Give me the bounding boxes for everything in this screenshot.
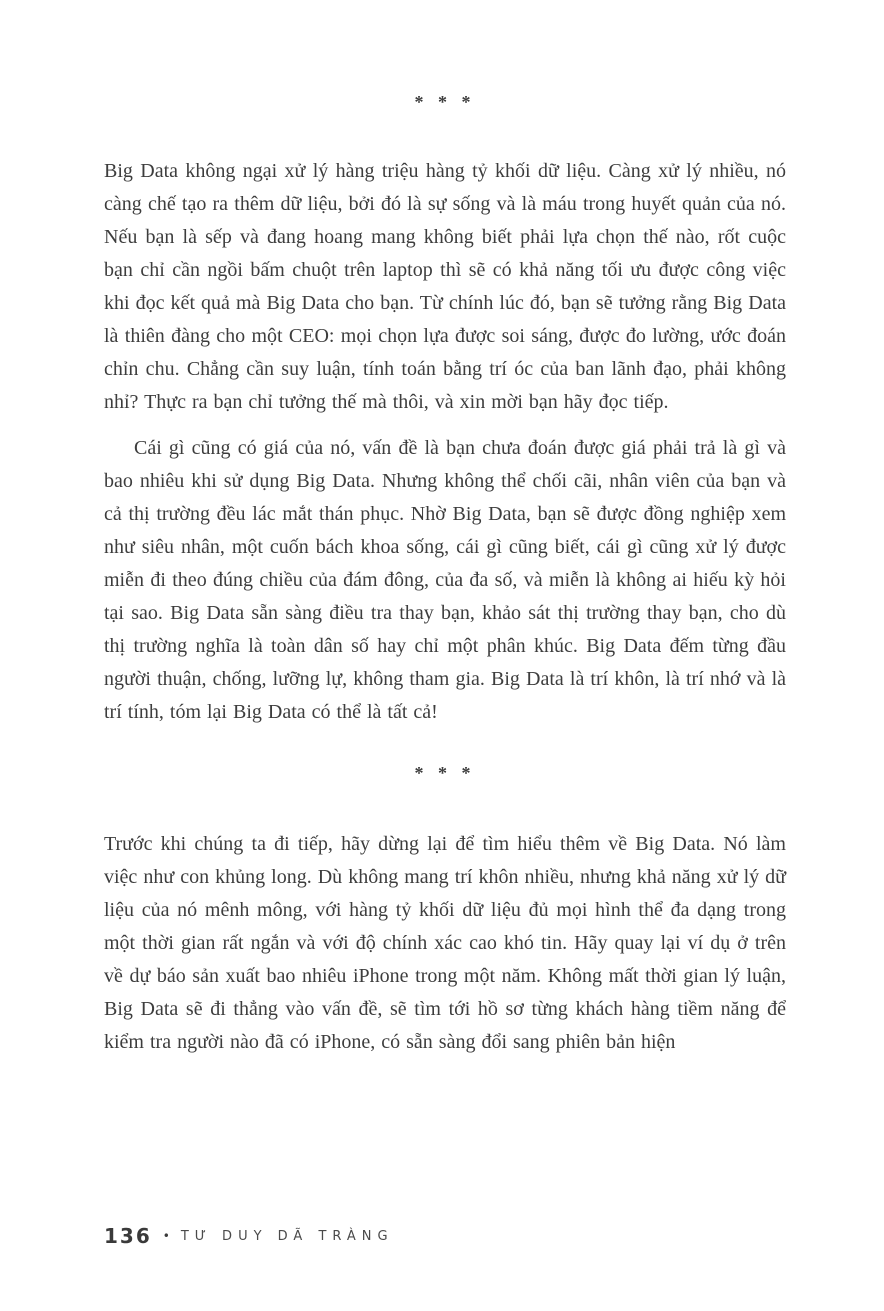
paragraph-2: Cái gì cũng có giá của nó, vấn đề là bạn chưa đoán được giá phải trả là gì và bao nhiêu khi sử dụng Big Data. Nhưng không thể chối cãi, nhân viên của bạn và cả thị trường đều lác mắt thán phục. Nhờ Big Data, bạn sẽ được đồng nghiệp xem như siêu nhân, một cuốn bách khoa sống, cái gì cũng biết, cái gì cũng xử lý được miễn đi theo đúng chiều của đám đông, của đa số, và miễn là không ai hiếu kỳ hỏi tại sao. Big Data sẵn sàng điều tra thay bạn, khảo sát thị trường thay bạn, cho dù thị trường nghĩa là toàn dân số hay chỉ một phân khúc. Big Data đếm từng đầu người thuận, chống, lưỡng lự, không tham gia. Big Data là trí khôn, là trí nhớ và là trí tính, tóm lại Big Data có thể là tất cả! — [104, 437, 786, 723]
paragraph-3: Trước khi chúng ta đi tiếp, hãy dừng lại để tìm hiểu thêm về Big Data. Nó làm việc như con khủng long. Dù không mang trí khôn nhiều, nhưng khả năng xử lý dữ liệu của nó mênh mông, với hàng tỷ khối dữ liệu đủ mọi hình thể đa dạng trong một thời gian rất ngắn và với độ chính xác cao khó tin. Hãy quay lại ví dụ ở trên về dự báo sản xuất bao nhiêu iPhone trong một năm. Không mất thời gian lý luận, Big Data sẽ đi thẳng vào vấn đề, sẽ tìm tới hồ sơ từng khách hàng tiềm năng để kiểm tra người nào đã có iPhone, có sẵn sàng đổi sang phiên bản hiện — [104, 833, 786, 1053]
book-title: TƯ DUY DÃ TRÀNG — [180, 1228, 394, 1244]
page-footer — [104, 1224, 394, 1248]
section-divider-top: * * * — [414, 92, 476, 112]
page-number: 136 — [104, 1224, 152, 1248]
page-content — [104, 92, 786, 1059]
paragraph-1: Big Data không ngại xử lý hàng triệu hàng tỷ khối dữ liệu. Càng xử lý nhiều, nó càng chế tạo ra thêm dữ liệu, bởi đó là sự sống và là máu trong huyết quản của nó. Nếu bạn là sếp và đang hoang mang không biết phải lựa chọn thế nào, rốt cuộc bạn chỉ cần ngồi bấm chuột trên laptop thì sẽ có khả năng tối ưu được công việc khi đọc kết quả mà Big Data cho bạn. Từ chính lúc đó, bạn sẽ tưởng rằng Big Data là thiên đàng cho một CEO: mọi chọn lựa được soi sáng, được đo lường, ước đoán chỉn chu. Chẳng cần suy luận, tính toán bằng trí óc của ban lãnh đạo, phải không nhỉ? Thực ra bạn chỉ tưởng thế mà thôi, và xin mời bạn hãy đọc tiếp. — [104, 160, 786, 413]
section-divider-mid: * * * — [414, 763, 476, 783]
bullet-icon: • — [162, 1229, 170, 1243]
